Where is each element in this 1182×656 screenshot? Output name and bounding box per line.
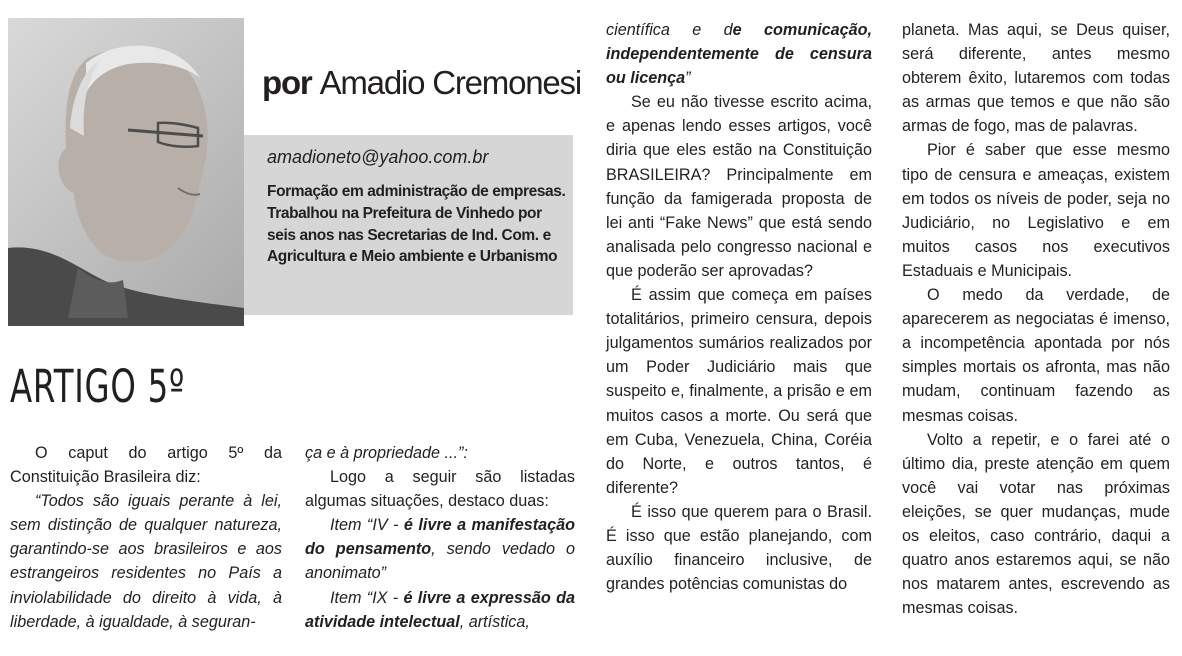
paragraph-totalitarian: É assim que começa em países totalitários, primeiro censura, depois julgamentos sumários realizados por um Poder Judiciário mais que suspeito e, finalmente, a prisão e em muitos casos a morte. Ou será que em Cuba, Venezuela, China, Coréia do Norte, e outros tantos, é diferente?	[606, 286, 872, 497]
article-title: ARTIGO 5º	[10, 360, 185, 413]
author-portrait-illustration	[8, 18, 244, 326]
paragraph-caput-intro: O caput do artigo 5º da Constituição Brasileira diz:	[10, 444, 282, 487]
paragraph-censorship-levels: Pior é saber que esse mesmo tipo de censura e ameaças, existem em todos os níveis de poder, seja no Judiciário, no Legislativo e em muitos casos nos executivos Estaduais e Municipais.	[902, 141, 1170, 280]
paragraph-item-ix-continuation	[606, 18, 872, 90]
paragraph-planning: É isso que querem para o Brasil. É isso que estão planejando, com auxílio financeiro inclusive, de grandes potências comunistas do	[606, 502, 872, 594]
paragraph-caput-quote: “Todos são iguais perante à lei, sem distinção de qualquer natureza, garantindo-se aos brasileiros e aos estrangeiros residentes no País a inviolabilidade do direito à vida, à liberdade, à igualdade, à seguran-	[10, 492, 282, 631]
author-email[interactable]: amadioneto@yahoo.com.br	[267, 147, 489, 167]
item-ix-cont-emphasis: e comunicação, independentemente de censura ou licença	[606, 21, 872, 88]
paragraph-fake-news: Se eu não tivesse escrito acima, e apenas lendo esses artigos, você diria que eles estão na Constituição BRASILEIRA? Principalmente em função da famigerada proposta de lei anti “Fake News” que está sendo analisada pelo congresso nacional e que poderão ser aprovadas?	[606, 93, 872, 280]
item-ix-cont-plain: científica e d	[606, 21, 733, 39]
author-bio: Formação em administração de empresas. Trabalhou na Prefeitura de Vinhedo por seis anos nas Secretarias de Ind. Com. e Agricultura e Meio ambiente e Urbanismo	[267, 183, 566, 266]
paragraph-item-iv	[305, 513, 575, 585]
article-column-4	[902, 18, 1170, 620]
item-ix-emphasis: é livre a expressão da atividade intelectual	[305, 588, 575, 631]
author-name: Amadio Cremonesi	[319, 64, 581, 101]
author-byline	[262, 64, 581, 102]
article-column-3	[606, 18, 872, 596]
photo-pointer-arrow	[244, 72, 264, 112]
author-photo	[8, 18, 244, 326]
item-ix-cont-close: ”	[685, 69, 691, 88]
paragraph-quote-continuation: ça e à propriedade ...”:	[305, 444, 468, 462]
item-iv-emphasis: é livre a manifestação do pensamento	[305, 516, 575, 559]
article-column-2	[305, 441, 575, 634]
paragraph-planet-continuation: planeta. Mas aqui, se Deus quiser, será diferente, antes mesmo obterem êxito, lutaremos com todas as armas que temos e que não são armas de fogo, mas de palavras.	[902, 21, 1170, 136]
paragraph-listed-situations: Logo a seguir são listadas algumas situações, destaco duas:	[305, 468, 575, 511]
paragraph-fear-of-truth: O medo da verdade, de aparecerem as negociatas é imenso, a incompetência apontada por nós simples mortais os afronta, mas não mudam, continuam fazendo as mesmas coisas.	[902, 286, 1170, 425]
item-iv-suffix: , sendo vedado o anonimato”	[305, 540, 575, 583]
article-column-1	[10, 441, 282, 634]
byline-prefix: por	[262, 64, 312, 101]
item-iv-prefix: Item “IV -	[330, 516, 404, 535]
paragraph-item-ix	[305, 586, 575, 634]
item-ix-prefix: Item “IX -	[330, 588, 404, 607]
item-ix-suffix: , artística,	[459, 612, 530, 631]
paragraph-closing: Volto a repetir, e o farei até o último dia, preste atenção em quem você vai votar nas próximas eleições, se quer mudanças, mude os eleitos, caso contrário, daqui a quatro anos estaremos aqui, se não nos matarem antes, escrevendo as mesmas coisas.	[902, 430, 1170, 618]
